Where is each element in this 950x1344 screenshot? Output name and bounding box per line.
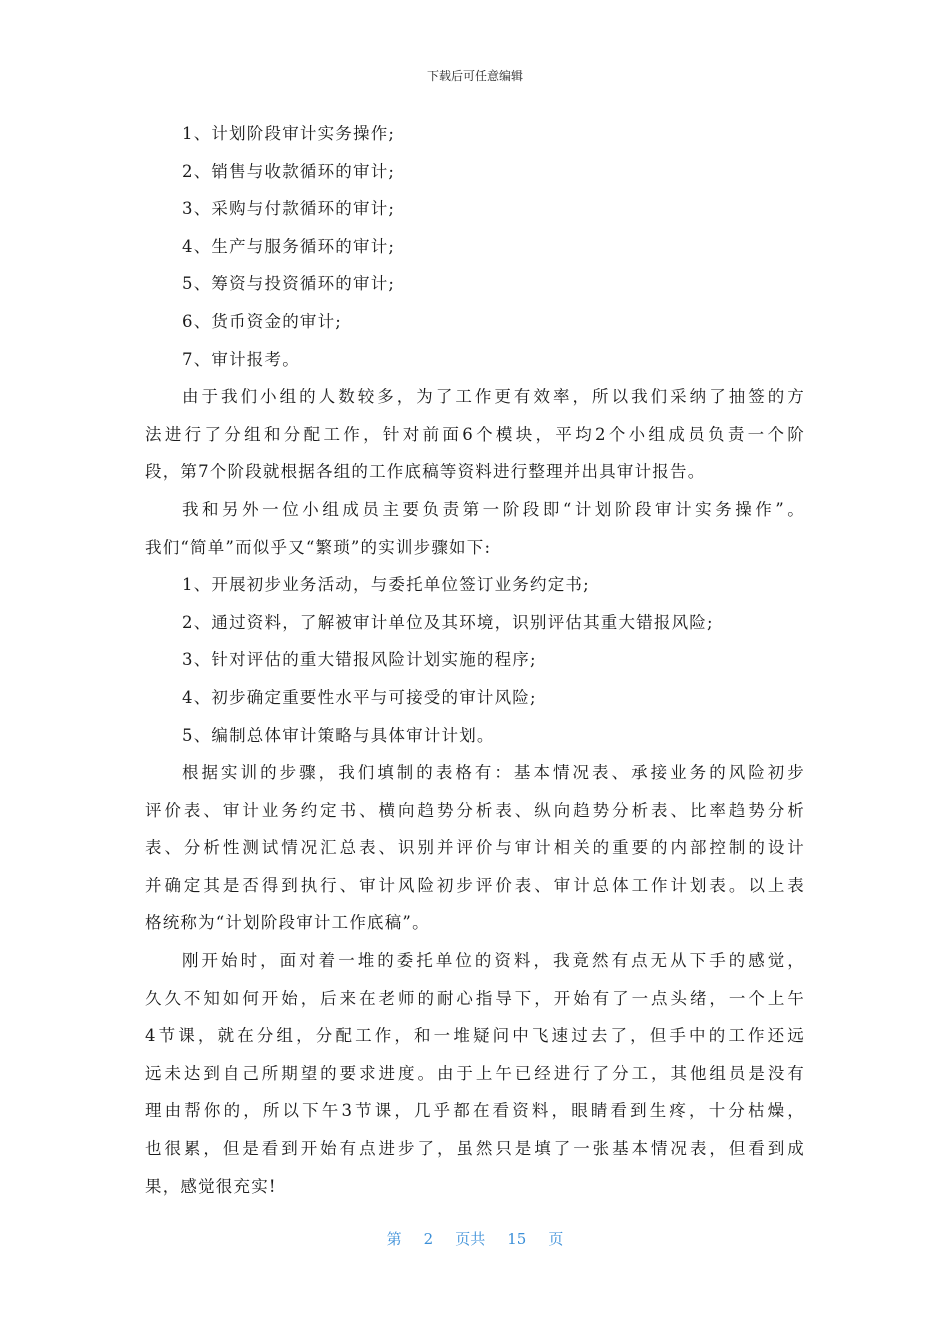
text-line: 法进行了分组和分配工作，针对前面6个模块，平均2个小组成员负责一个阶	[145, 424, 805, 444]
page-header: 下载后可任意编辑	[426, 69, 523, 83]
text-line: 理由帮你的，所以下午3节课，几乎都在看资料，眼睛看到生疼，十分枯燥，	[145, 1101, 805, 1121]
text-line: 刚开始时，面对着一堆的委托单位的资料，我竟然有点无从下手的感觉，	[182, 951, 805, 971]
text-line: 并确定其是否得到执行、审计风险初步评价表、审计总体工作计划表。以上表	[145, 875, 805, 895]
footer-page-label: 第	[386, 1230, 402, 1248]
text-line: 4节课，就在分组，分配工作，和一堆疑问中飞速过去了，但手中的工作还远	[145, 1026, 805, 1046]
text-line: 7、审计报考。	[182, 349, 300, 369]
text-line: 5、编制总体审计策略与具体审计计划。	[182, 725, 495, 745]
text-line: 5、筹资与投资循环的审计;	[182, 274, 396, 294]
text-line: 1、开展初步业务活动，与委托单位签订业务约定书;	[182, 575, 590, 595]
text-line: 由于我们小组的人数较多，为了工作更有效率，所以我们采纳了抽签的方	[182, 387, 805, 407]
footer-page-total: 15	[507, 1230, 527, 1248]
text-line: 表、分析性测试情况汇总表、识别并评价与审计相关的重要的内部控制的设计	[145, 838, 805, 858]
text-line: 我们“简单”而似乎又“繁琐”的实训步骤如下:	[145, 537, 492, 557]
text-line: 1、计划阶段审计实务操作;	[182, 124, 396, 143]
text-line: 4、生产与服务循环的审计;	[182, 236, 396, 256]
text-line: 6、货币资金的审计;	[182, 311, 343, 331]
page-footer	[0, 1228, 950, 1249]
text-line: 4、初步确定重要性水平与可接受的审计风险;	[182, 687, 537, 707]
text-line: 2、销售与收款循环的审计;	[182, 161, 396, 181]
text-line: 3、针对评估的重大错报风险计划实施的程序;	[182, 650, 537, 670]
text-line: 评价表、审计业务约定书、横向趋势分析表、纵向趋势分析表、比率趋势分析	[145, 800, 805, 820]
text-line: 果，感觉很充实!	[145, 1176, 277, 1196]
text-line: 远未达到自己所期望的要求进度。由于上午已经进行了分工，其他组员是没有	[145, 1063, 805, 1083]
document-body	[145, 115, 805, 1205]
footer-page-current: 2	[423, 1230, 434, 1248]
footer-page-mid: 页共	[455, 1230, 486, 1248]
text-line: 段，第7个阶段就根据各组的工作底稿等资料进行整理并出具审计报告。	[145, 462, 706, 482]
text-line: 久久不知如何开始，后来在老师的耐心指导下，开始有了一点头绪，一个上午	[145, 988, 805, 1008]
text-line: 3、采购与付款循环的审计;	[182, 199, 396, 219]
text-line: 2、通过资料，了解被审计单位及其环境，识别评估其重大错报风险;	[182, 612, 714, 632]
text-line: 格统称为“计划阶段审计工作底稿”。	[145, 913, 430, 933]
footer-page-suffix: 页	[548, 1230, 564, 1248]
text-line: 也很累，但是看到开始有点进步了，虽然只是填了一张基本情况表，但看到成	[145, 1139, 805, 1159]
text-line: 我和另外一位小组成员主要负责第一阶段即“计划阶段审计实务操作”。	[182, 499, 805, 519]
text-line: 根据实训的步骤，我们填制的表格有：基本情况表、承接业务的风险初步	[182, 763, 805, 783]
